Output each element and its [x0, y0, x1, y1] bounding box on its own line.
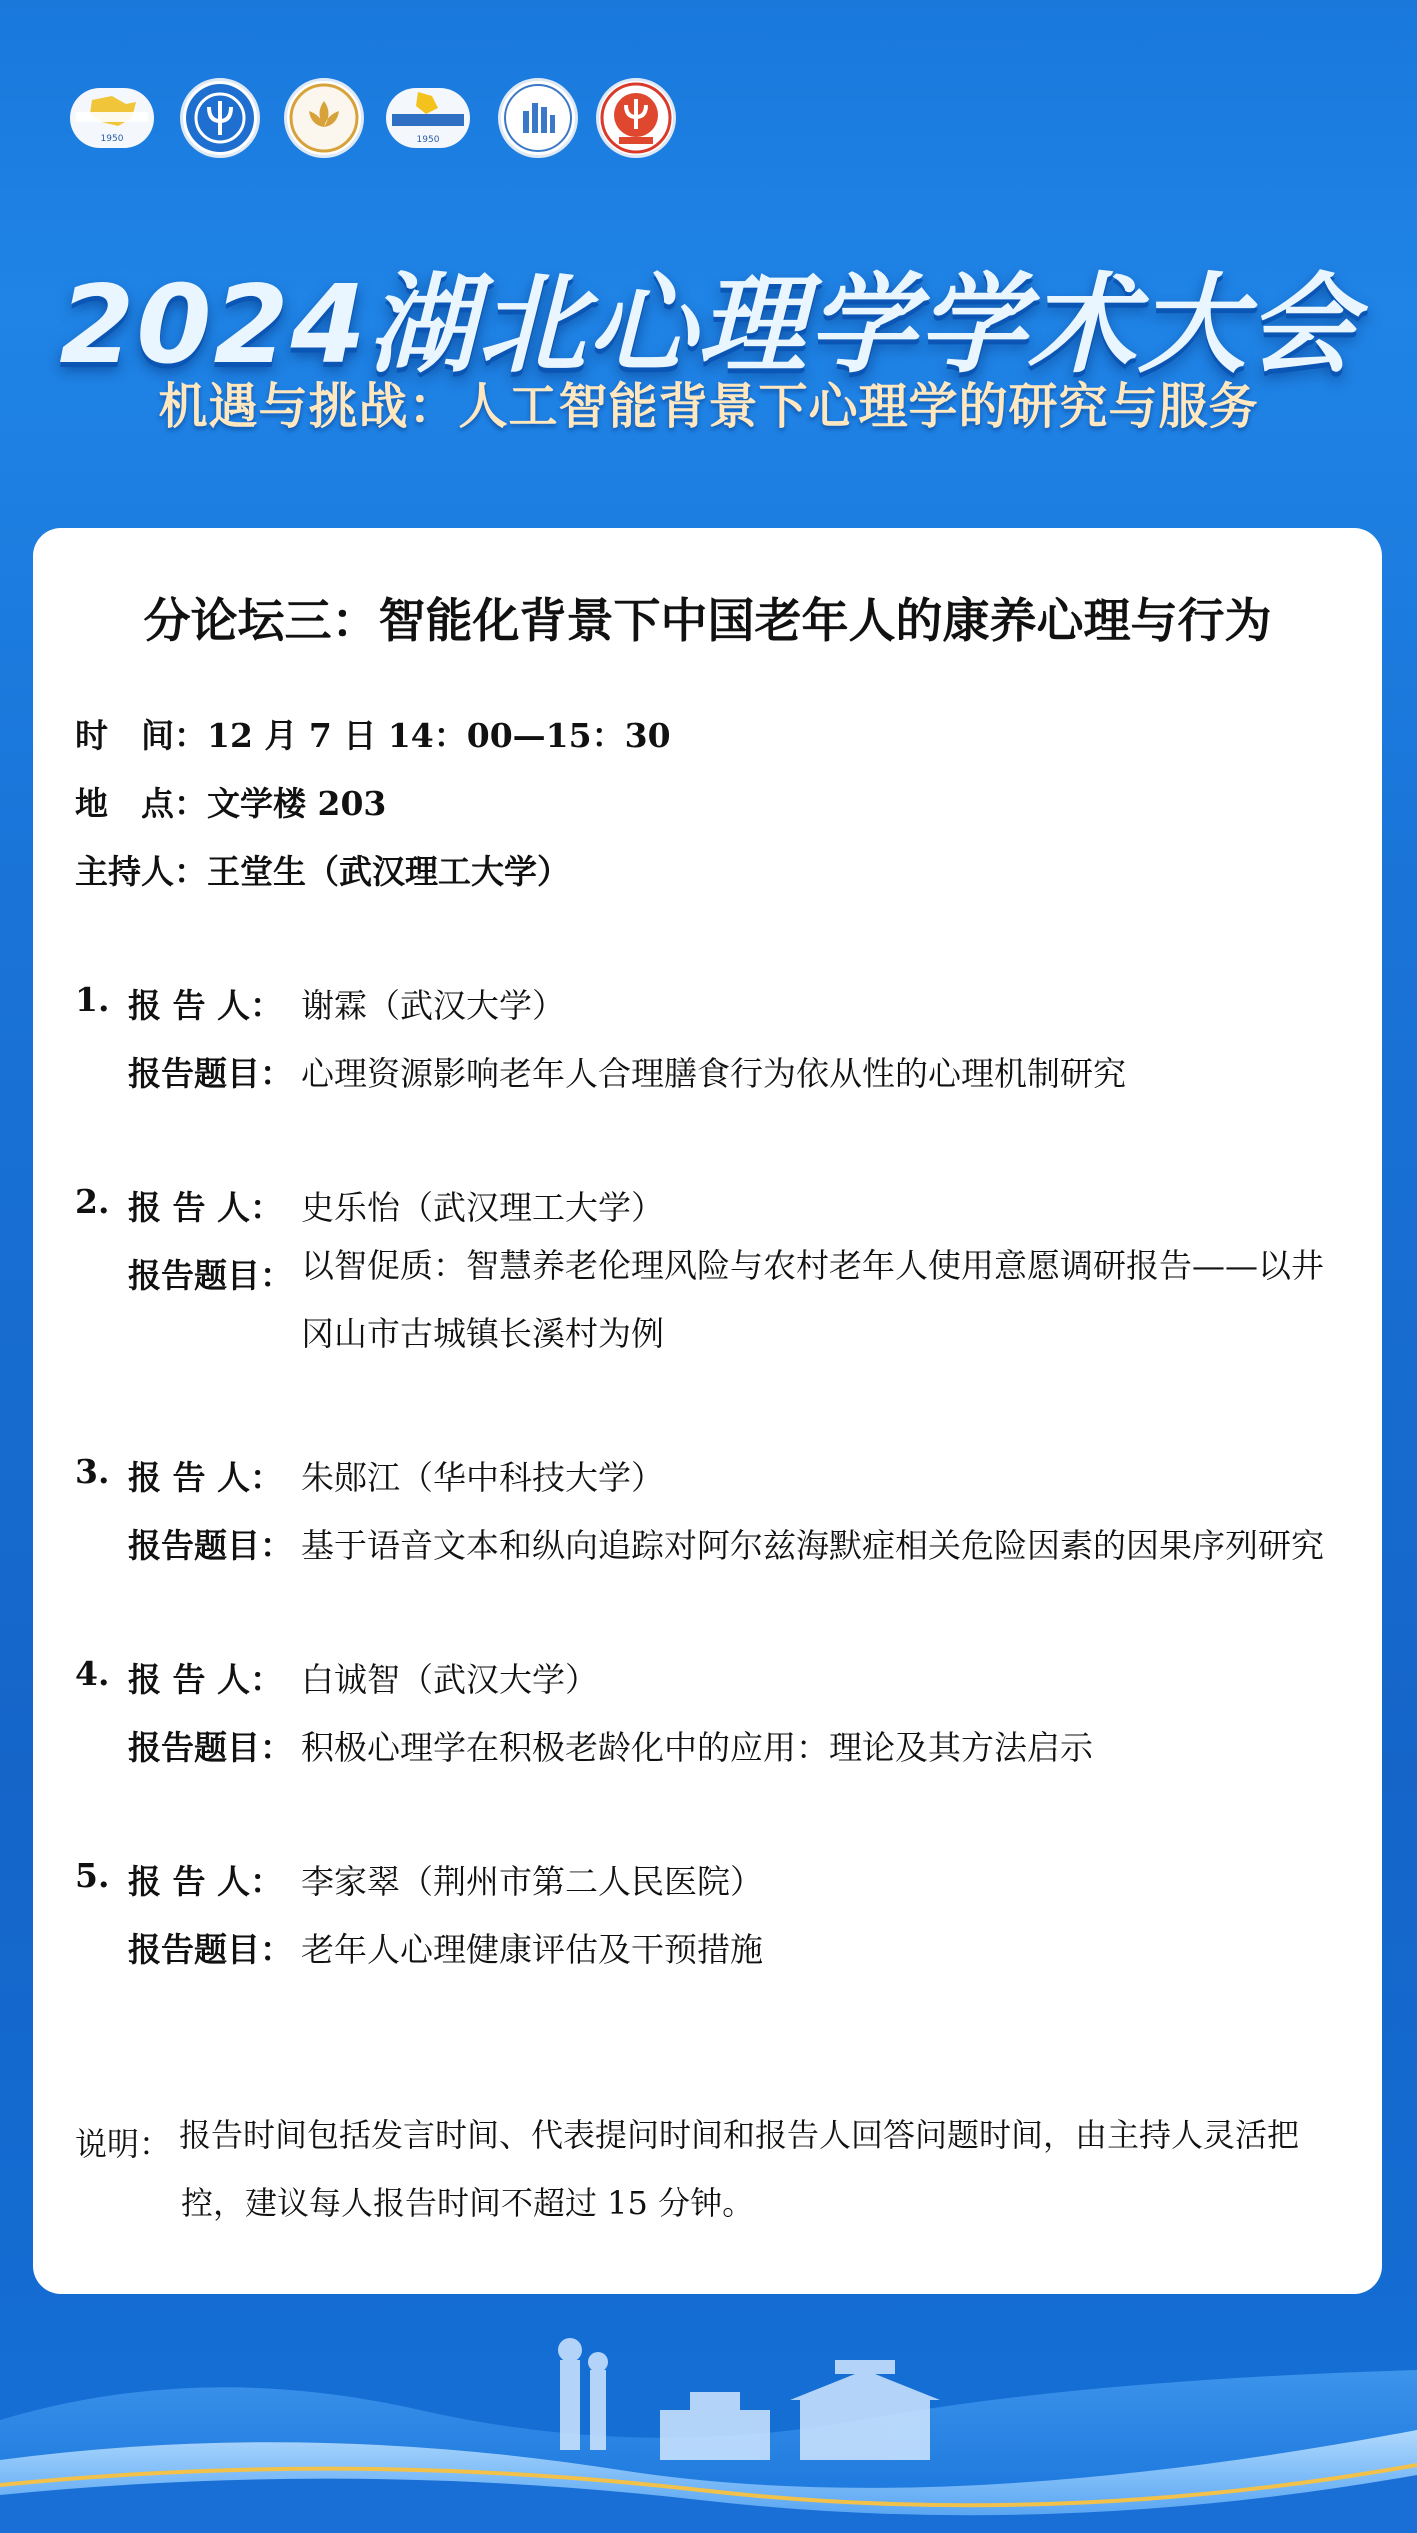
speaker-label: 报 告 人： [128, 986, 283, 1025]
topic-label: 报告题目： [128, 1054, 293, 1093]
topic-text: 以智促质：智慧养老伦理风险与农村老年人使用意愿调研报告——以井冈山市古城镇长溪村为例 [301, 1246, 1324, 1353]
speaker-label: 报 告 人： [128, 1660, 283, 1699]
topic-label: 报告题目： [128, 1256, 293, 1295]
topic-text: 基于语音文本和纵向追踪对阿尔兹海默症相关危险因素的因果序列研究 [301, 1526, 1324, 1565]
building-logo [498, 78, 578, 158]
topic-label: 报告题目： [128, 1526, 293, 1565]
note-text: 报告时间包括发言时间、代表提问时间和报告人回答问题时间，由主持人灵活把控，建议每人报告时间不超过 15 分钟。 [179, 2116, 1300, 2222]
psi-red-logo [596, 78, 676, 158]
lotus-logo [284, 78, 364, 158]
report-number: 1. [75, 980, 110, 1019]
topic-text: 积极心理学在积极老龄化中的应用：理论及其方法启示 [301, 1728, 1093, 1767]
speaker-label: 报 告 人： [128, 1862, 283, 1901]
speaker-name: 白诚智（武汉大学） [301, 1660, 598, 1699]
report-number: 3. [75, 1452, 110, 1491]
hubei-psych-society-logo [66, 78, 158, 158]
topic-text: 心理资源影响老年人合理膳食行为依从性的心理机制研究 [301, 1054, 1126, 1093]
speaker-label: 报 告 人： [128, 1188, 283, 1227]
campus-skyline-illustration [0, 2300, 1417, 2533]
place-line: 地 点：文学楼 203 [75, 784, 387, 823]
topic-label: 报告题目： [128, 1728, 293, 1767]
forum-title: 分论坛三：智能化背景下中国老年人的康养心理与行为 [143, 594, 1272, 649]
host-line: 主持人：王堂生（武汉理工大学） [75, 852, 570, 891]
speaker-name: 史乐怡（武汉理工大学） [301, 1188, 664, 1227]
svg-text:1950: 1950 [100, 134, 124, 144]
speaker-name: 谢霖（武汉大学） [301, 986, 565, 1025]
report-number: 2. [75, 1182, 110, 1221]
conference-subtitle: 机遇与挑战：人工智能背景下心理学的研究与服务 [158, 378, 1259, 435]
time-line: 时 间：12 月 7 日 14：00—15：30 [75, 716, 671, 755]
report-number: 4. [75, 1654, 110, 1693]
speaker-name: 李家翠（荆州市第二人民医院） [301, 1862, 763, 1901]
note-label: 说明： [75, 2125, 172, 2163]
speaker-name: 朱郧江（华中科技大学） [301, 1458, 664, 1497]
report-number: 5. [75, 1856, 110, 1895]
forum-card [33, 528, 1382, 2294]
topic-label: 报告题目： [128, 1930, 293, 1969]
psi-blue-logo [180, 78, 260, 158]
topic-text: 老年人心理健康评估及干预措施 [301, 1930, 763, 1969]
svg-text:1950: 1950 [416, 135, 440, 145]
conference-title: 2024湖北心理学学术大会 [59, 263, 1358, 388]
speaker-label: 报 告 人： [128, 1458, 283, 1497]
wuhan-psych-society-logo [382, 78, 474, 158]
